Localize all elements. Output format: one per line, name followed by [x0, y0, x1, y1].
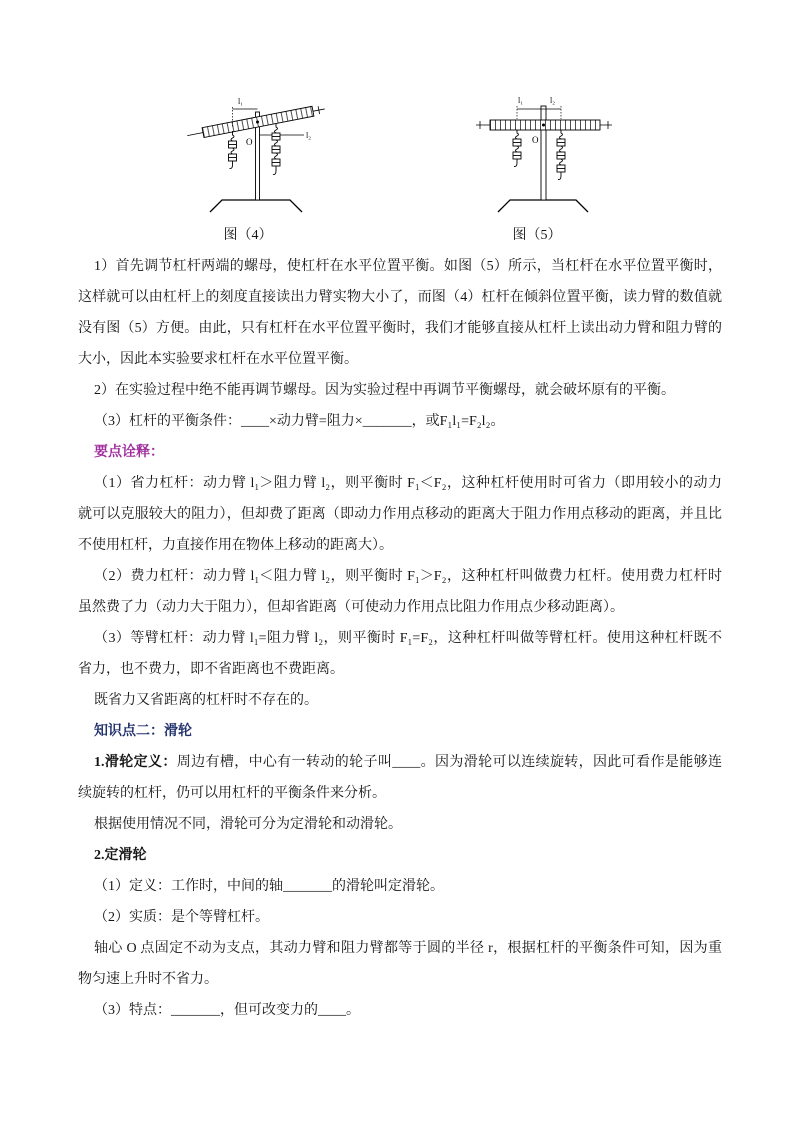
- note2-line: 2）在实验过程中绝不能再调节螺母。因为实验过程中再调节平衡螺母，就会破坏原有的平衡。: [94, 383, 675, 398]
- equal-arm-lever-line: （3）等臂杠杆：动力臂 l₁=阻力臂 l₂，则平衡时 F₁=F₂，这种杠杆叫做等臂杠杆。使用这种杠杆既不: [94, 631, 722, 646]
- pivot: [542, 124, 545, 127]
- stand-base: [498, 200, 588, 212]
- label-l1: l₁: [238, 97, 244, 106]
- label-l2: l₂: [306, 131, 312, 140]
- force-costing-lever-line: （2）费力杠杆：动力臂 l₁＜阻力臂 l₂，则平衡时 F₁＞F₂，这种杠杆叫做费力杠杆。使用费力杠杆时: [94, 569, 722, 584]
- fixed-pulley-heading: 2.定滑轮: [94, 848, 147, 863]
- right-weights: [272, 123, 280, 175]
- fixed-pulley-definition: （1）定义：工作时，中间的轴_______的滑轮叫定滑轮。: [94, 879, 444, 894]
- section-2-heading: 知识点二：滑轮: [94, 724, 192, 739]
- stand-base: [210, 200, 302, 212]
- left-weights: [229, 131, 237, 169]
- fixed-pulley-features: （3）特点：_______，但可改变力的____。: [94, 1003, 360, 1018]
- force-saving-lever-line: 不使用杠杆，力直接作用在物体上移动的距离大）。: [78, 538, 393, 553]
- force-costing-lever-line: 虽然费了力（动力大于阻力），但却省距离（可使动力作用点比阻力作用点少移动距离）。: [78, 600, 624, 615]
- figure-5-horizontal-lever: [472, 92, 617, 217]
- note1-line: 1）首先调节杠杆两端的螺母，使杠杆在水平位置平衡。如图（5）所示，当杠杆在水平位置平衡时，: [94, 259, 722, 274]
- force-saving-lever-line: 就可以克服较大的阻力），但却费了距离（即动力作用点移动的距离大于阻力作用点移动的距离，并且比: [78, 507, 722, 522]
- key-points-heading: 要点诠释：: [94, 445, 164, 460]
- fixed-pulley-explanation-line: 物匀速上升时不省力。: [78, 972, 218, 987]
- figure-5-caption: 图（5）: [512, 228, 562, 243]
- arm-markers: [517, 106, 561, 119]
- pulley-classification: 根据使用情况不同，滑轮可分为定滑轮和动滑轮。: [94, 817, 402, 832]
- document-body: [78, 251, 722, 1026]
- label-pivot-o: O: [532, 135, 539, 145]
- label-pivot-o: O: [246, 137, 253, 147]
- left-weights: [513, 130, 521, 167]
- pulley-definition-text: 周边有槽，中心有一转动的轮子叫____。因为滑轮可以连续旋转，因此可看作是能够连: [176, 755, 723, 770]
- force-saving-lever-line: （1）省力杠杆：动力臂 l₁＞阻力臂 l₂，则平衡时 F₁＜F₂，这种杠杆使用时可省力（即用较小的动力: [94, 476, 722, 491]
- fixed-pulley-essence: （2）实质：是个等臂杠杆。: [94, 910, 269, 925]
- note1-line: 这样就可以由杠杆上的刻度直接读出力臂实物大小了，而图（4）杠杆在倾斜位置平衡，读力臂的数值就: [78, 290, 722, 305]
- key-points-conclusion: 既省力又省距离的杠杆时不存在的。: [94, 693, 318, 708]
- equal-arm-lever-line: 省力，也不费力，即不省距离也不费距离。: [78, 662, 344, 677]
- right-weights: [557, 130, 565, 180]
- label-l1: l₁: [518, 96, 524, 105]
- note1-line: 大小，因此本实验要求杠杆在水平位置平衡。: [78, 352, 358, 367]
- fixed-pulley-explanation-line: 轴心 O 点固定不动为支点，其动力臂和阻力臂都等于圆的半径 r，根据杠杆的平衡条件可知，因为重: [94, 941, 722, 956]
- note1-line: 没有图（5）方便。由此，只有杠杆在水平位置平衡时，我们才能够直接从杠杆上读出动力臂和阻力臂的: [78, 321, 722, 336]
- balance-condition: （3）杠杆的平衡条件：____×动力臂=阻力×_______，或F₁l₁=F₂l₂。: [94, 414, 505, 429]
- label-l2: l₂: [550, 96, 556, 105]
- pulley-definition-label: 1.滑轮定义：: [94, 755, 177, 770]
- pulley-definition-line: 续旋转的杠杆，仍可以用杠杆的平衡条件来分析。: [78, 786, 386, 801]
- figure-4-tilted-lever: [180, 92, 330, 217]
- figure-4-caption: 图（4）: [223, 228, 273, 243]
- pivot: [256, 121, 259, 124]
- pulley-definition-line: [78, 747, 722, 778]
